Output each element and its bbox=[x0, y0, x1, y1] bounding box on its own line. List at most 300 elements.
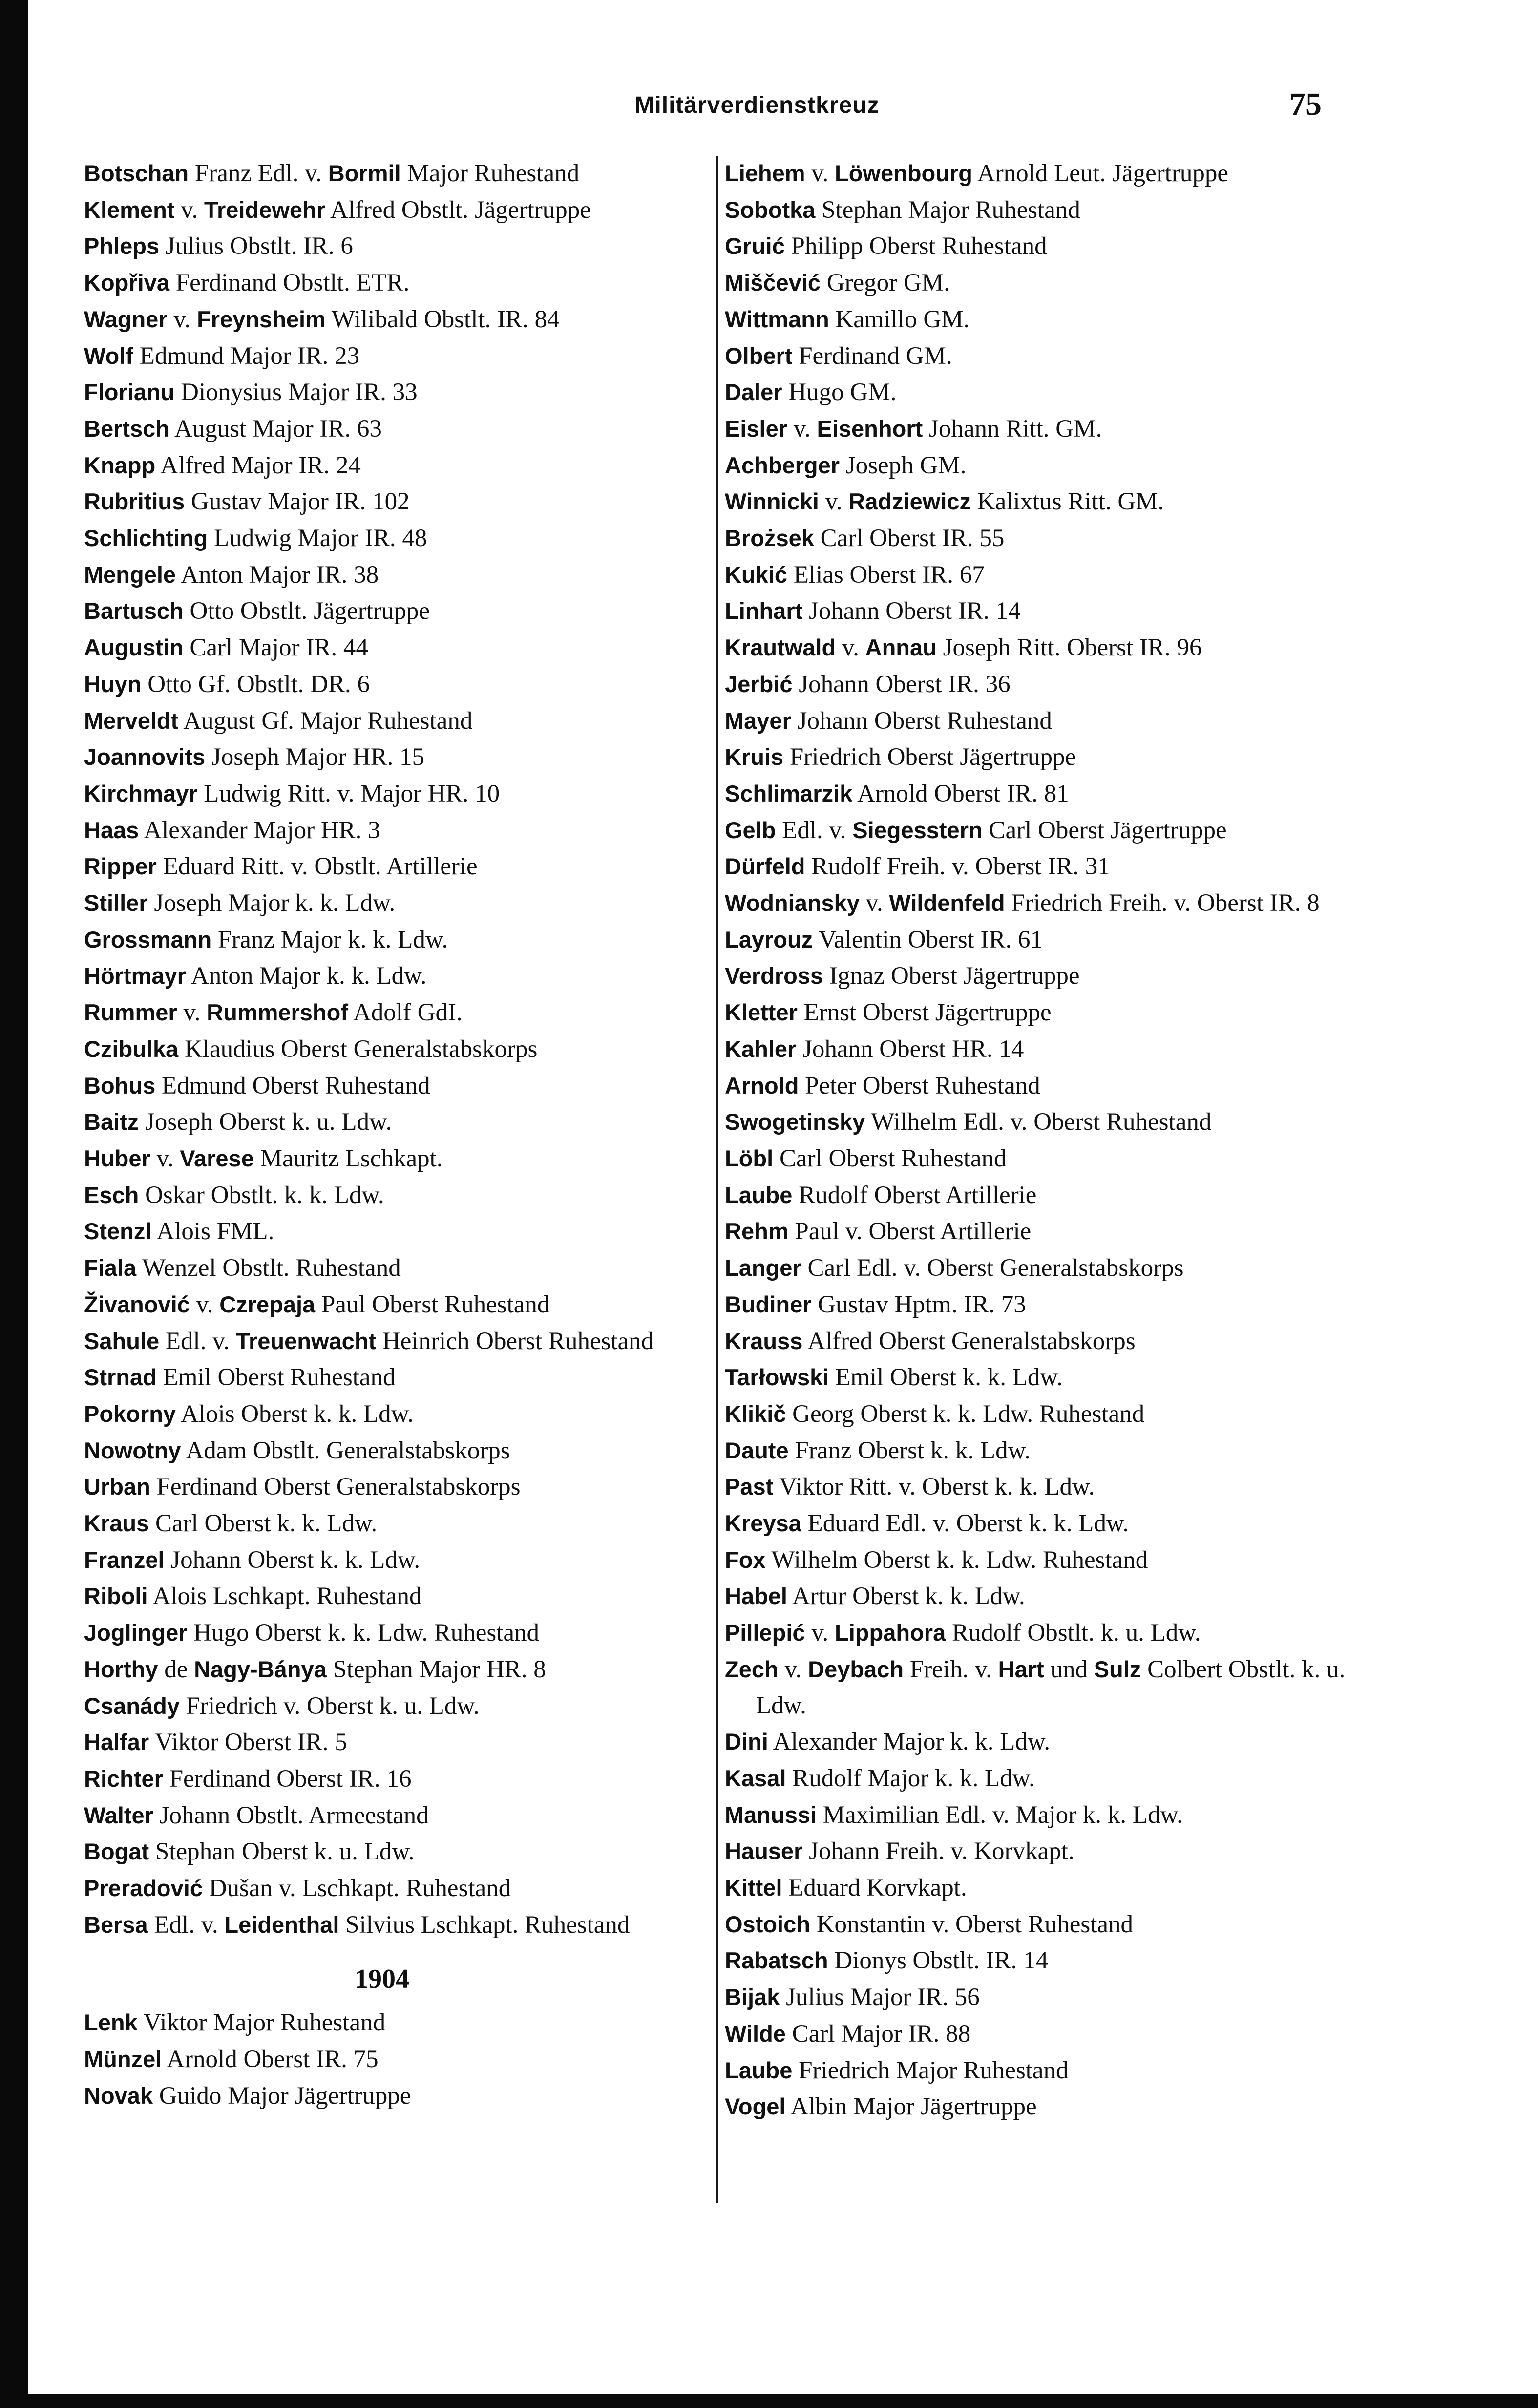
entry-surname: Novak bbox=[84, 2082, 153, 2109]
entry-details: Edmund Oberst Ruhestand bbox=[155, 1072, 430, 1099]
entry-details: Hugo Oberst k. k. Ldw. Ruhestand bbox=[187, 1619, 540, 1647]
entry-surname: Laube bbox=[725, 1182, 793, 1208]
entry-surname: Urban bbox=[84, 1474, 150, 1500]
entry-surname: Stenzl bbox=[84, 1218, 152, 1245]
list-entry bbox=[725, 1833, 1360, 1870]
list-entry bbox=[725, 1433, 1360, 1469]
entry-details: Peter Oberst Ruhestand bbox=[799, 1072, 1040, 1099]
entry-surname: Esch bbox=[84, 1182, 139, 1208]
entry-details: Alfred Major IR. 24 bbox=[155, 451, 361, 479]
entry-surname: Mayer bbox=[725, 707, 791, 734]
entry-surname: Strnad bbox=[84, 1364, 157, 1391]
list-entry bbox=[725, 1031, 1360, 1068]
entry-surname: Lippahora bbox=[835, 1620, 946, 1646]
list-entry bbox=[725, 447, 1360, 484]
entry-details: Elias Oberst IR. 67 bbox=[787, 561, 985, 589]
list-entry bbox=[84, 1542, 709, 1579]
entry-surname: Winnicki bbox=[725, 488, 819, 515]
list-entry bbox=[725, 1943, 1360, 1979]
list-entry bbox=[725, 1906, 1360, 1943]
list-entry bbox=[725, 484, 1360, 520]
list-entry bbox=[725, 1760, 1360, 1797]
list-entry bbox=[84, 1907, 709, 1943]
list-entry bbox=[725, 338, 1360, 375]
entry-surname: Tarłowski bbox=[725, 1364, 829, 1391]
list-entry bbox=[84, 338, 709, 375]
entry-details: Freih. v. bbox=[904, 1655, 998, 1683]
entry-surname: Joglinger bbox=[84, 1620, 188, 1646]
entry-details: Kalixtus Ritt. GM. bbox=[971, 488, 1164, 516]
list-entry bbox=[84, 630, 709, 666]
entry-details: Carl Major IR. 44 bbox=[183, 634, 368, 662]
list-entry bbox=[84, 1396, 709, 1433]
entry-surname: Riboli bbox=[84, 1583, 148, 1609]
list-entry bbox=[84, 1651, 709, 1688]
list-entry bbox=[725, 885, 1360, 922]
entry-details: Dušan v. Lschkapt. Ruhestand bbox=[202, 1875, 511, 1902]
left-entries bbox=[84, 155, 709, 1943]
entry-details: Carl Major IR. 88 bbox=[785, 2020, 971, 2048]
entry-surname: Bohus bbox=[84, 1072, 156, 1098]
entry-surname: Hauser bbox=[725, 1838, 803, 1864]
list-entry bbox=[84, 155, 709, 192]
list-entry bbox=[84, 994, 709, 1031]
entry-surname: Merveldt bbox=[84, 707, 179, 734]
entry-details: Ludwig Major IR. 48 bbox=[208, 525, 427, 552]
entry-details: Franz Major k. k. Ldw. bbox=[211, 926, 448, 953]
list-entry bbox=[725, 630, 1360, 666]
entry-details: Joseph Ritt. Oberst IR. 96 bbox=[936, 634, 1202, 662]
entry-details: Oskar Obstlt. k. k. Ldw. bbox=[139, 1181, 384, 1209]
list-entry bbox=[84, 1323, 709, 1360]
entry-details: Guido Major Jägertruppe bbox=[153, 2082, 411, 2110]
entry-details: Major Ruhestand bbox=[400, 160, 580, 187]
list-entry bbox=[725, 155, 1360, 192]
entry-details: Hugo GM. bbox=[782, 379, 897, 406]
list-entry bbox=[84, 1177, 709, 1214]
list-entry bbox=[84, 520, 709, 557]
entry-surname: Nowotny bbox=[84, 1437, 181, 1463]
entry-surname: Sahule bbox=[84, 1328, 160, 1354]
entry-details: Ferdinand Oberst Generalstabskorps bbox=[150, 1473, 521, 1501]
list-entry bbox=[84, 1250, 709, 1287]
list-entry bbox=[84, 885, 709, 922]
entry-surname: Klikič bbox=[725, 1400, 786, 1427]
entry-surname: Kreysa bbox=[725, 1510, 801, 1537]
entry-surname: Halfar bbox=[84, 1729, 149, 1755]
entry-details: Mauritz Lschkapt. bbox=[253, 1144, 443, 1172]
entry-surname: Kopřiva bbox=[84, 270, 169, 296]
entry-details: Paul Oberst Ruhestand bbox=[315, 1290, 550, 1318]
entry-surname: Rummershof bbox=[207, 999, 348, 1026]
entry-surname: Czrepaja bbox=[219, 1291, 316, 1317]
entry-surname: Achberger bbox=[725, 452, 840, 478]
entry-surname: Freynsheim bbox=[197, 306, 326, 332]
entry-surname: Bertsch bbox=[84, 415, 170, 442]
list-entry bbox=[725, 776, 1360, 812]
entry-surname: Fox bbox=[725, 1546, 766, 1573]
entry-surname: Kruis bbox=[725, 744, 784, 770]
entry-details: Dionysius Major IR. 33 bbox=[174, 379, 418, 406]
entry-surname: Ripper bbox=[84, 853, 157, 880]
entry-details: Carl Oberst Ruhestand bbox=[773, 1144, 1007, 1172]
entry-details: Klaudius Oberst Generalstabskorps bbox=[178, 1035, 538, 1063]
entry-details: Kamillo GM. bbox=[829, 305, 970, 333]
list-entry bbox=[725, 1870, 1360, 1906]
entry-surname: Bartusch bbox=[84, 598, 184, 624]
entry-details: Joseph Major k. k. Ldw. bbox=[147, 889, 396, 917]
list-entry bbox=[84, 1031, 709, 1068]
list-entry bbox=[725, 1578, 1360, 1615]
entry-details: Julius Obstlt. IR. 6 bbox=[159, 232, 353, 260]
entry-details: Emil Oberst k. k. Ldw. bbox=[829, 1364, 1063, 1392]
entry-details: Gregor GM. bbox=[820, 269, 950, 297]
list-entry bbox=[84, 484, 709, 520]
entry-surname: Hart bbox=[998, 1656, 1044, 1682]
entry-surname: Kahler bbox=[725, 1035, 797, 1062]
entry-details: Ludwig Ritt. v. Major HR. 10 bbox=[197, 780, 500, 807]
entry-details: Anton Major k. k. Ldw. bbox=[186, 962, 427, 990]
list-entry bbox=[84, 1724, 709, 1761]
entry-details: Carl Oberst IR. 55 bbox=[814, 525, 1005, 552]
entry-details: Wilhelm Oberst k. k. Ldw. Ruhestand bbox=[765, 1546, 1148, 1574]
entry-surname: Richter bbox=[84, 1765, 163, 1792]
list-entry bbox=[84, 557, 709, 593]
list-entry bbox=[725, 593, 1360, 630]
entry-details: Alfred Obstlt. Jägertruppe bbox=[325, 196, 591, 224]
entry-surname: Budiner bbox=[725, 1291, 812, 1317]
entry-details: Friedrich Freih. v. Oberst IR. 8 bbox=[1005, 889, 1320, 917]
list-entry bbox=[725, 2052, 1360, 2089]
entry-details: Johann Oberst IR. 36 bbox=[792, 670, 1011, 698]
page-number: 75 bbox=[1289, 86, 1322, 122]
list-entry bbox=[725, 374, 1360, 411]
list-entry bbox=[725, 1213, 1360, 1250]
list-entry bbox=[84, 703, 709, 739]
entry-details: Georg Oberst k. k. Ldw. Ruhestand bbox=[786, 1400, 1145, 1428]
entry-surname: Florianu bbox=[84, 379, 175, 405]
left-column bbox=[84, 155, 709, 2114]
entry-details: Stephan Major Ruhestand bbox=[815, 196, 1080, 224]
entry-details: Arnold Oberst IR. 75 bbox=[162, 2045, 379, 2073]
entry-surname: Kletter bbox=[725, 999, 798, 1026]
list-entry bbox=[84, 1834, 709, 1870]
entry-surname: Kittel bbox=[725, 1875, 782, 1901]
list-entry bbox=[84, 1688, 709, 1725]
entry-details: Rudolf Freih. v. Oberst IR. 31 bbox=[805, 853, 1110, 881]
entry-details: Arnold Oberst IR. 81 bbox=[852, 780, 1069, 807]
entry-details: Joseph Major HR. 15 bbox=[205, 743, 425, 771]
entry-details: Friedrich Oberst Jägertruppe bbox=[783, 743, 1076, 771]
list-entry bbox=[725, 1396, 1360, 1433]
entry-details: Adolf GdI. bbox=[348, 999, 463, 1027]
column-divider bbox=[716, 156, 718, 2203]
list-entry bbox=[84, 666, 709, 703]
list-entry bbox=[84, 1761, 709, 1797]
entry-surname: Bormil bbox=[328, 160, 401, 186]
entry-details: Arnold Leut. Jägertruppe bbox=[972, 160, 1228, 187]
entry-details: Joseph GM. bbox=[840, 451, 967, 479]
entry-details: Albin Major Jägertruppe bbox=[785, 2093, 1037, 2121]
entry-details: Joseph Oberst k. u. Ldw. bbox=[139, 1108, 392, 1136]
list-entry bbox=[84, 447, 709, 484]
list-entry bbox=[84, 1141, 709, 1177]
right-entries bbox=[725, 155, 1360, 2125]
entry-surname: Krauss bbox=[725, 1328, 803, 1354]
entry-surname: Grossmann bbox=[84, 926, 212, 952]
entry-details: Viktor Oberst IR. 5 bbox=[149, 1729, 347, 1756]
list-entry bbox=[84, 1615, 709, 1651]
entry-details: Alfred Oberst Generalstabskorps bbox=[802, 1327, 1136, 1355]
entry-details: Edl. v. bbox=[147, 1911, 225, 1939]
list-entry bbox=[725, 557, 1360, 593]
entry-details: Gustav Hptm. IR. 73 bbox=[811, 1290, 1026, 1318]
entry-details: Rudolf Major k. k. Ldw. bbox=[786, 1764, 1035, 1792]
entry-surname: Sulz bbox=[1094, 1656, 1141, 1682]
entry-details: Edmund Major IR. 23 bbox=[133, 342, 360, 370]
entry-details: Ferdinand Oberst IR. 16 bbox=[163, 1765, 412, 1793]
entry-surname: Vogel bbox=[725, 2093, 786, 2120]
entry-details: Colbert Obstlt. k. u. Ldw. bbox=[756, 1655, 1346, 1719]
entry-details: v. bbox=[778, 1655, 808, 1683]
entry-surname: Wagner bbox=[84, 306, 168, 332]
entry-surname: Rummer bbox=[84, 999, 177, 1026]
entry-surname: Wittmann bbox=[725, 306, 829, 332]
list-entry bbox=[84, 192, 709, 229]
entry-surname: Preradović bbox=[84, 1875, 203, 1901]
entry-surname: Layrouz bbox=[725, 926, 813, 952]
entry-surname: Huyn bbox=[84, 671, 142, 697]
entry-details: Viktor Major Ruhestand bbox=[137, 2009, 386, 2037]
entry-details: Valentin Oberst IR. 61 bbox=[813, 926, 1043, 953]
year-heading: 1904 bbox=[355, 1964, 409, 1995]
entry-details: Friedrich Major Ruhestand bbox=[792, 2056, 1069, 2084]
entry-surname: Živanović bbox=[84, 1291, 190, 1317]
entry-surname: Swogetinsky bbox=[725, 1109, 865, 1135]
entry-details: v. bbox=[177, 999, 207, 1027]
entry-details: Otto Obstlt. Jägertruppe bbox=[183, 597, 430, 625]
entry-surname: Habel bbox=[725, 1583, 787, 1609]
entry-surname: Wilde bbox=[725, 2020, 786, 2047]
entry-details: Julius Major IR. 56 bbox=[780, 1984, 980, 2011]
entry-surname: Past bbox=[725, 1474, 774, 1500]
list-entry bbox=[725, 848, 1360, 885]
entry-details: Johann Freih. v. Korvkapt. bbox=[802, 1838, 1074, 1865]
list-entry bbox=[725, 1979, 1360, 2016]
list-entry bbox=[84, 1068, 709, 1104]
list-entry bbox=[725, 192, 1360, 229]
entry-surname: Augustin bbox=[84, 634, 184, 661]
entry-surname: Schlichting bbox=[84, 525, 208, 551]
entry-surname: Rabatsch bbox=[725, 1947, 828, 1974]
entry-surname: Botschan bbox=[84, 160, 189, 186]
list-entry bbox=[725, 922, 1360, 958]
entry-surname: Eisenhort bbox=[817, 415, 923, 442]
list-entry bbox=[725, 1250, 1360, 1287]
entry-surname: Treidewehr bbox=[204, 196, 326, 223]
list-entry bbox=[84, 1433, 709, 1469]
list-entry bbox=[84, 1469, 709, 1505]
entry-surname: Miščević bbox=[725, 270, 821, 296]
entry-surname: Hörtmayr bbox=[84, 963, 186, 989]
entry-details: Rudolf Oberst Artillerie bbox=[792, 1181, 1037, 1209]
left-entries-1904 bbox=[84, 2005, 709, 2114]
entry-surname: Wildenfeld bbox=[889, 890, 1005, 916]
entry-surname: Rehm bbox=[725, 1218, 789, 1245]
list-entry bbox=[84, 2005, 709, 2041]
entry-surname: Dini bbox=[725, 1729, 768, 1755]
entry-surname: Ostoich bbox=[725, 1911, 810, 1937]
entry-details: Carl Oberst k. k. Ldw. bbox=[149, 1510, 378, 1538]
entry-details: Johann Ritt. GM. bbox=[923, 415, 1102, 443]
right-column bbox=[725, 155, 1360, 2125]
list-entry bbox=[84, 776, 709, 812]
list-entry bbox=[84, 265, 709, 301]
entry-details: Wilibald Obstlt. IR. 84 bbox=[325, 305, 560, 333]
entry-details: v. bbox=[190, 1290, 220, 1318]
entry-details: Eduard Edl. v. Oberst k. k. Ldw. bbox=[801, 1510, 1129, 1538]
entry-details: Franz Edl. v. bbox=[189, 160, 328, 187]
list-entry bbox=[84, 922, 709, 958]
list-entry bbox=[725, 411, 1360, 447]
entry-details: de bbox=[158, 1655, 194, 1683]
list-entry bbox=[725, 812, 1360, 849]
entry-surname: Rubritius bbox=[84, 488, 185, 515]
list-entry bbox=[725, 1359, 1360, 1396]
entry-surname: Olbert bbox=[725, 342, 793, 369]
entry-surname: Daute bbox=[725, 1437, 789, 1463]
list-entry bbox=[725, 666, 1360, 703]
entry-surname: Laube bbox=[725, 2057, 793, 2083]
entry-details: v. bbox=[174, 196, 204, 224]
entry-surname: Schlimarzik bbox=[725, 780, 853, 806]
entry-surname: Baitz bbox=[84, 1109, 139, 1135]
entry-details: Edl. v. bbox=[776, 816, 853, 844]
entry-details: Alois Oberst k. k. Ldw. bbox=[176, 1400, 414, 1428]
entry-surname: Langer bbox=[725, 1255, 801, 1281]
list-entry bbox=[725, 958, 1360, 994]
entry-surname: Pillepić bbox=[725, 1620, 805, 1646]
list-entry bbox=[84, 1359, 709, 1396]
entry-surname: Annau bbox=[865, 634, 937, 661]
entry-details: v. bbox=[167, 305, 197, 333]
list-entry bbox=[725, 994, 1360, 1031]
entry-surname: Czibulka bbox=[84, 1035, 179, 1062]
entry-surname: Joannovits bbox=[84, 744, 206, 770]
entry-details: v. bbox=[150, 1144, 180, 1172]
entry-surname: Nagy-Bánya bbox=[194, 1656, 327, 1682]
entry-surname: Dürfeld bbox=[725, 853, 805, 880]
entry-surname: Daler bbox=[725, 379, 782, 405]
entry-details: Johann Oberst IR. 14 bbox=[802, 597, 1021, 625]
entry-surname: Deybach bbox=[808, 1656, 904, 1682]
entry-details: Wilhelm Edl. v. Oberst Ruhestand bbox=[865, 1108, 1212, 1136]
entry-details: Johann Oberst HR. 14 bbox=[796, 1035, 1024, 1063]
entry-surname: Kirchmayr bbox=[84, 780, 198, 806]
entry-details: v. bbox=[819, 488, 849, 516]
entry-surname: Varese bbox=[180, 1145, 254, 1171]
entry-surname: Sobotka bbox=[725, 196, 816, 223]
list-entry bbox=[725, 228, 1360, 265]
entry-surname: Haas bbox=[84, 817, 139, 843]
list-entry bbox=[84, 848, 709, 885]
entry-details: Johann Obstlt. Armeestand bbox=[153, 1801, 429, 1829]
list-entry bbox=[725, 1104, 1360, 1141]
entry-surname: Kraus bbox=[84, 1510, 149, 1537]
entry-details: Alexander Major k. k. Ldw. bbox=[768, 1728, 1051, 1756]
list-entry bbox=[725, 1177, 1360, 1214]
entry-details: Ferdinand GM. bbox=[792, 342, 952, 370]
entry-details: Maximilian Edl. v. Major k. k. Ldw. bbox=[817, 1801, 1183, 1829]
list-entry bbox=[84, 1870, 709, 1907]
entry-details: Eduard Korvkapt. bbox=[782, 1874, 967, 1902]
entry-details: Johann Oberst Ruhestand bbox=[791, 707, 1052, 735]
entry-details: Ernst Oberst Jägertruppe bbox=[797, 999, 1052, 1027]
entry-surname: Klement bbox=[84, 196, 175, 223]
entry-details: v. bbox=[836, 634, 865, 662]
entry-surname: Linhart bbox=[725, 598, 803, 624]
entry-surname: Gelb bbox=[725, 817, 776, 843]
list-entry bbox=[725, 1287, 1360, 1323]
list-entry bbox=[84, 958, 709, 994]
entry-surname: Jerbić bbox=[725, 671, 793, 697]
entry-surname: Csanády bbox=[84, 1692, 180, 1719]
entry-surname: Pokorny bbox=[84, 1400, 176, 1427]
entry-surname: Liehem bbox=[725, 160, 805, 186]
list-entry bbox=[725, 520, 1360, 557]
running-head: Militärverdienstkreuz bbox=[634, 92, 880, 118]
entry-surname: Eisler bbox=[725, 415, 788, 442]
entry-details: Wenzel Obstlt. Ruhestand bbox=[136, 1254, 401, 1282]
list-entry bbox=[725, 265, 1360, 301]
list-entry bbox=[84, 593, 709, 630]
entry-details: Alexander Major HR. 3 bbox=[139, 816, 380, 844]
entry-details: und bbox=[1044, 1655, 1094, 1683]
entry-surname: Gruić bbox=[725, 233, 785, 259]
list-entry bbox=[84, 1578, 709, 1615]
entry-surname: Phleps bbox=[84, 233, 160, 259]
entry-surname: Löbl bbox=[725, 1145, 774, 1171]
entry-surname: Wolf bbox=[84, 342, 133, 369]
list-entry bbox=[725, 1542, 1360, 1579]
list-entry bbox=[725, 739, 1360, 776]
entry-surname: Krautwald bbox=[725, 634, 836, 661]
list-entry bbox=[84, 1104, 709, 1141]
entry-details: Otto Gf. Obstlt. DR. 6 bbox=[141, 670, 370, 698]
entry-details: August Major IR. 63 bbox=[169, 415, 382, 443]
entry-details: Edl. v. bbox=[159, 1327, 236, 1355]
entry-details: Silvius Lschkapt. Ruhestand bbox=[339, 1911, 630, 1939]
list-entry bbox=[84, 2041, 709, 2078]
entry-surname: Brożsek bbox=[725, 525, 814, 551]
list-entry bbox=[84, 301, 709, 338]
entry-surname: Mengele bbox=[84, 561, 176, 588]
list-entry bbox=[84, 228, 709, 265]
list-entry bbox=[725, 1068, 1360, 1104]
entry-details: Stephan Major HR. 8 bbox=[326, 1655, 546, 1683]
entry-details: Heinrich Oberst Ruhestand bbox=[376, 1327, 654, 1355]
entry-surname: Arnold bbox=[725, 1072, 799, 1098]
entry-surname: Bersa bbox=[84, 1911, 148, 1938]
entry-details: Johann Oberst k. k. Ldw. bbox=[164, 1546, 421, 1574]
entry-details: Artur Oberst k. k. Ldw. bbox=[787, 1583, 1025, 1610]
list-entry bbox=[725, 1651, 1360, 1724]
entry-details: Konstantin v. Oberst Ruhestand bbox=[810, 1910, 1134, 1938]
entry-surname: Bijak bbox=[725, 1984, 780, 2010]
entry-details: Franz Oberst k. k. Ldw. bbox=[788, 1436, 1031, 1464]
list-entry bbox=[725, 1724, 1360, 1760]
entry-surname: Fiala bbox=[84, 1255, 137, 1281]
